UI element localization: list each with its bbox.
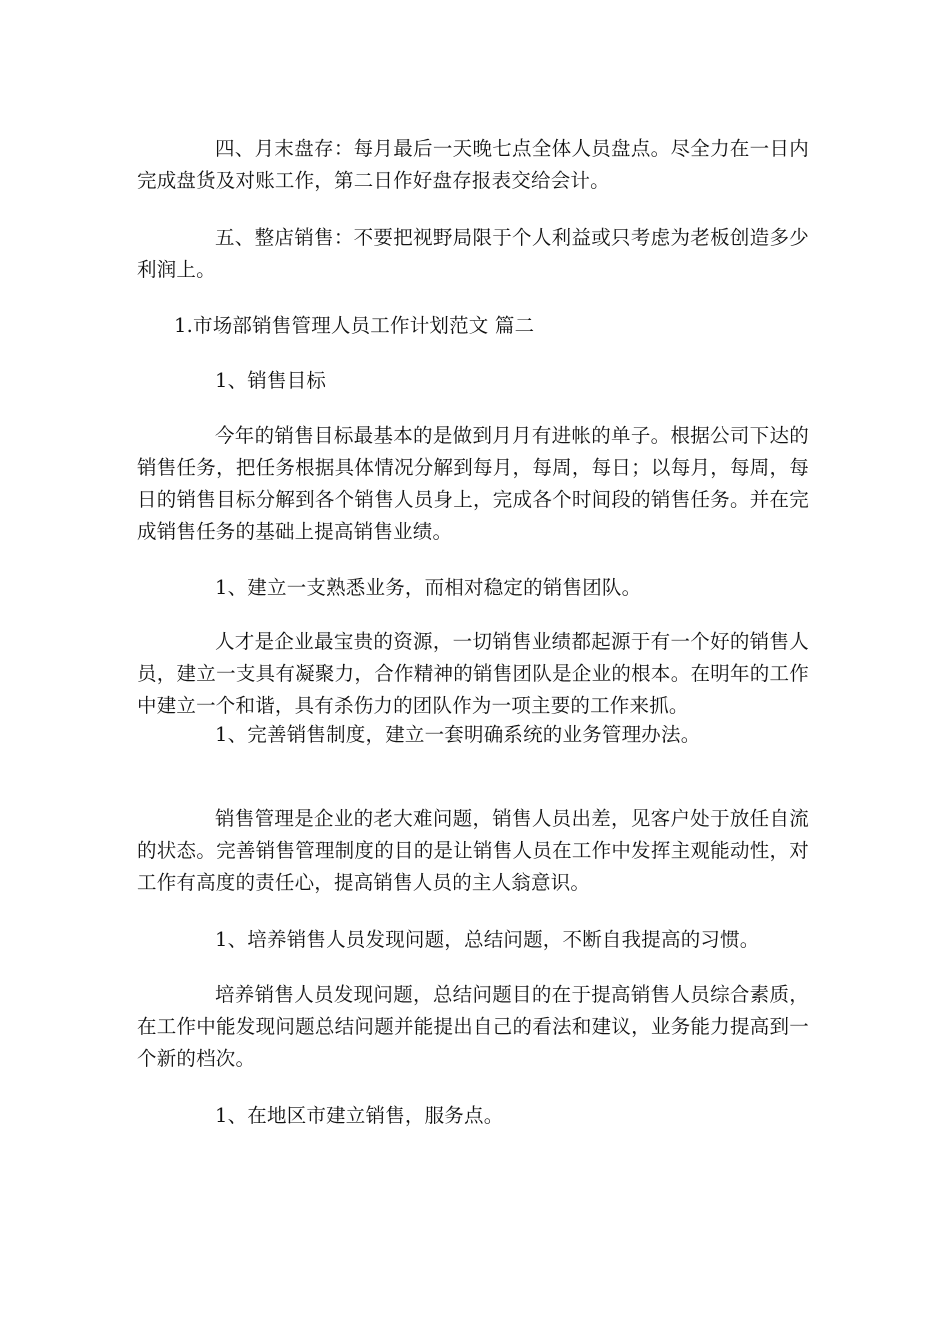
paragraph-training: 培养销售人员发现问题，总结问题目的在于提高销售人员综合素质，在工作中能发现问题总结问题并能提出自己的看法和建议，业务能力提高到一个新的档次。 [137,983,809,1070]
subheading-sales-team: 1、建立一支熟悉业务，而相对稳定的销售团队。 [215,576,642,599]
section-title: 1.市场部销售管理人员工作计划范文 篇二 [174,314,535,337]
subheading-sales-target: 1、销售目标 [215,369,327,392]
paragraph-sales-system: 销售管理是企业的老大难问题，销售人员出差，见客户处于放任自流的状态。完善销售管理制度的目的是让销售人员在工作中发挥主观能动性，对工作有高度的责任心，提高销售人员的主人翁意识。 [137,807,809,894]
paragraph-sales-team: 人才是企业最宝贵的资源，一切销售业绩都起源于有一个好的销售人员，建立一支具有凝聚力，合作精神的销售团队是企业的根本。在明年的工作中建立一个和谐，具有杀伤力的团队作为一项主要的工作来抓。 [137,630,809,717]
paragraph-sales-target: 今年的销售目标最基本的是做到月月有进帐的单子。根据公司下达的销售任务，把任务根据具体情况分解到每月，每周，每日；以每月，每周，每日的销售目标分解到各个销售人员身上，完成各个时间段的销售任务。并在完成销售任务的基础上提高销售业绩。 [137,424,809,543]
subheading-service-points: 1、在地区市建立销售，服务点。 [215,1104,504,1127]
subheading-training: 1、培养销售人员发现问题，总结问题，不断自我提高的习惯。 [215,928,760,951]
subheading-sales-system: 1、完善销售制度，建立一套明确系统的业务管理办法。 [215,723,701,746]
paragraph-whole-store-sales: 五、整店销售：不要把视野局限于个人利益或只考虑为老板创造多少利润上。 [137,226,809,281]
paragraph-month-end-inventory: 四、月末盘存：每月最后一天晚七点全体人员盘点。尽全力在一日内完成盘货及对账工作，第二日作好盘存报表交给会计。 [137,137,809,192]
